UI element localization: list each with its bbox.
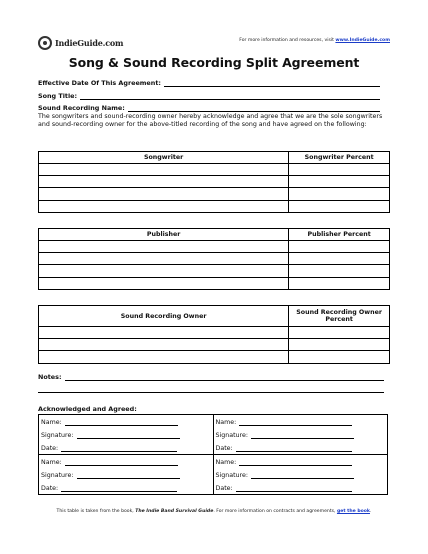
effective-date-line[interactable] [164, 80, 380, 87]
table-row [39, 253, 390, 265]
sound-recording-owner-header: Sound Recording Owner [39, 306, 289, 327]
signature-line[interactable] [251, 433, 354, 439]
songwriter-percent-cell[interactable] [289, 164, 390, 176]
effective-date-label: Effective Date Of This Agreement [38, 79, 159, 87]
songwriter-cell[interactable] [39, 164, 289, 176]
name-line[interactable] [65, 420, 178, 426]
signature-table [38, 414, 388, 495]
notes-line-2[interactable] [38, 392, 384, 393]
publisher-cell[interactable] [39, 265, 289, 277]
footer-text-end: . [369, 509, 372, 514]
footer-text-mid: . For more information on contracts and agreements, [213, 509, 337, 514]
acknowledged-title: Acknowledged and Agreed: [38, 405, 137, 413]
sound-recording-owner-percent-header: Sound Recording Owner Percent [289, 306, 390, 327]
publisher-percent-cell[interactable] [289, 241, 390, 253]
date-label: Date: [215, 445, 233, 452]
sound-recording-owner-cell[interactable] [39, 351, 289, 363]
table-row [39, 176, 390, 188]
publisher-header: Publisher [39, 229, 289, 241]
song-title-label: Song Title: [38, 92, 78, 100]
name-label: Name: [41, 459, 62, 466]
notes-label: Notes [38, 373, 59, 381]
signature-line[interactable] [251, 473, 354, 479]
sound-recording-owner-percent-cell[interactable] [289, 327, 390, 339]
songwriter-cell[interactable] [39, 176, 289, 188]
signature-label: Signature: [41, 472, 74, 479]
table-row [39, 188, 390, 200]
get-the-book-link[interactable]: get the book [336, 509, 370, 514]
songwriter-header: Songwriter [39, 152, 289, 164]
signature-line[interactable] [77, 433, 180, 439]
sound-recording-owner-table [38, 305, 390, 364]
date-label: Date: [215, 485, 233, 492]
name-line[interactable] [239, 420, 352, 426]
songwriter-percent-header: Songwriter Percent [289, 152, 390, 164]
songwriter-percent-cell[interactable] [289, 200, 390, 212]
table-row [39, 241, 390, 253]
date-field[interactable] [39, 441, 213, 454]
signature-label: Signature: [215, 472, 248, 479]
notes-line[interactable] [65, 374, 385, 381]
signature-block [39, 455, 214, 495]
date-line[interactable] [61, 486, 177, 492]
table-row [39, 200, 390, 212]
table-row [39, 327, 390, 339]
indieguide-logo [38, 36, 123, 50]
signature-block [39, 415, 214, 455]
songwriter-cell[interactable] [39, 188, 289, 200]
signature-row [39, 455, 388, 495]
sound-recording-owner-cell[interactable] [39, 327, 289, 339]
signature-field[interactable] [214, 428, 388, 441]
songwriter-table [38, 151, 390, 213]
table-row [39, 164, 390, 176]
sound-recording-owner-cell[interactable] [39, 339, 289, 351]
page-footer [0, 509, 428, 514]
logo-text: IndieGuide.com [55, 38, 124, 48]
book-title: The Indie Band Survival Guide [135, 509, 214, 514]
signature-line[interactable] [77, 473, 180, 479]
name-line[interactable] [65, 460, 178, 466]
songwriter-cell[interactable] [39, 200, 289, 212]
resources-note-text: For more information and resources, visit [239, 38, 336, 43]
date-label: Date: [41, 485, 59, 492]
date-label: Date: [41, 445, 59, 452]
table-row [39, 339, 390, 351]
sound-recording-name-label: Sound Recording Name [38, 104, 123, 112]
signature-label: Signature: [41, 432, 74, 439]
name-field[interactable] [214, 455, 388, 468]
page-title: Song & Sound Recording Split Agreement [68, 55, 360, 70]
publisher-cell[interactable] [39, 241, 289, 253]
date-line[interactable] [61, 446, 177, 452]
signature-label: Signature: [215, 432, 248, 439]
table-row [39, 265, 390, 277]
publisher-percent-cell[interactable] [289, 265, 390, 277]
publisher-table [38, 228, 390, 290]
signature-field[interactable] [39, 468, 213, 481]
publisher-percent-cell[interactable] [289, 277, 390, 289]
name-line[interactable] [239, 460, 352, 466]
notes-field[interactable]: Notes : [38, 373, 384, 381]
song-title-line[interactable] [80, 93, 380, 100]
name-label: Name: [215, 459, 237, 466]
publisher-percent-header: Publisher Percent [289, 229, 390, 241]
agreement-intro: The songwriters and sound-recording owner hereby acknowledge and agree that we are the sole songwriters and sound-recording owner for the above-titled recording of the song and have agreed on the following: [38, 113, 383, 129]
date-field[interactable] [214, 481, 388, 494]
table-row [39, 277, 390, 289]
publisher-cell[interactable] [39, 253, 289, 265]
publisher-cell[interactable] [39, 277, 289, 289]
sound-recording-name-line[interactable] [128, 105, 380, 112]
name-field[interactable] [39, 455, 213, 468]
songwriter-percent-cell[interactable] [289, 176, 390, 188]
sound-recording-owner-percent-cell[interactable] [289, 339, 390, 351]
footer-text-pre: This table is taken from the book, [56, 509, 136, 514]
name-field[interactable] [214, 415, 388, 428]
signature-field[interactable] [214, 468, 388, 481]
name-field[interactable] [39, 415, 213, 428]
resources-note [239, 38, 390, 43]
effective-date-field[interactable]: Effective Date Of This Agreement : [38, 79, 380, 87]
signature-field[interactable] [39, 428, 213, 441]
date-line[interactable] [236, 446, 352, 452]
name-label: Name: [41, 419, 62, 426]
signature-block [213, 455, 388, 495]
logo-record-icon [38, 36, 52, 50]
page-header [38, 36, 390, 54]
song-title-field[interactable] [38, 92, 380, 100]
date-line[interactable] [236, 486, 352, 492]
date-field[interactable] [214, 441, 388, 454]
name-label: Name: [215, 419, 237, 426]
indieguide-link[interactable]: www.IndieGuide.com [335, 38, 390, 43]
songwriter-percent-cell[interactable] [289, 188, 390, 200]
sound-recording-owner-percent-cell[interactable] [289, 351, 390, 363]
table-row [39, 351, 390, 363]
sound-recording-name-field[interactable]: Sound Recording Name : [38, 104, 380, 112]
signature-block [213, 415, 388, 455]
publisher-percent-cell[interactable] [289, 253, 390, 265]
date-field[interactable] [39, 481, 213, 494]
signature-row [39, 415, 388, 455]
